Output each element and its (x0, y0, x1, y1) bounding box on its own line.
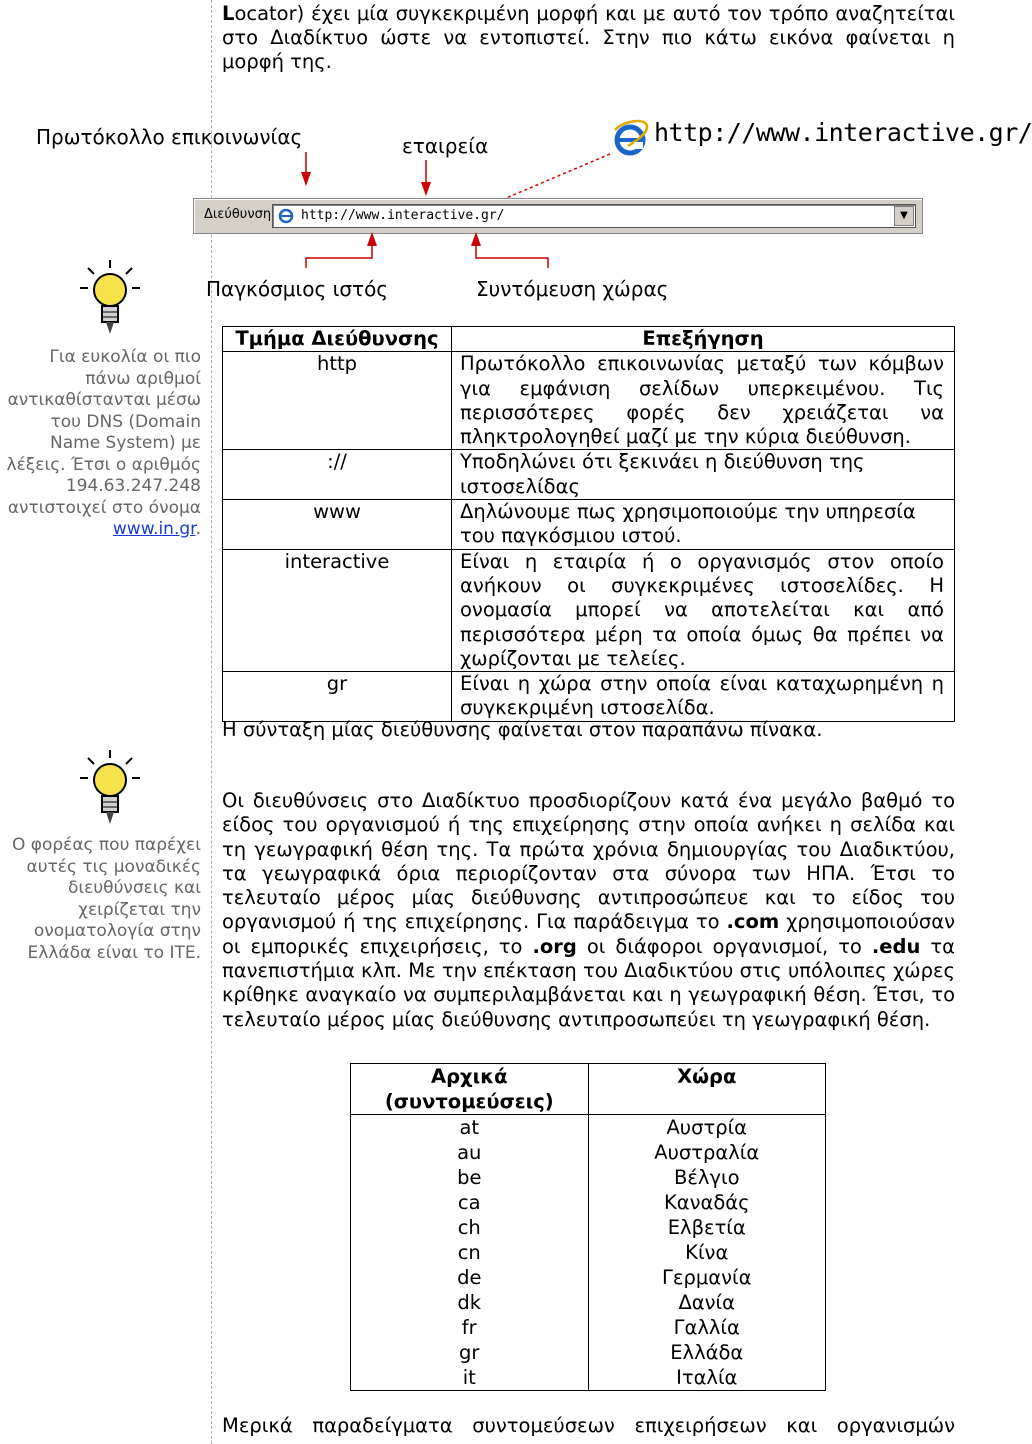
tld-edu: .edu (871, 934, 921, 958)
intro-text: ocator) έχει μία συγκεκριμένη μορφή και με αυτό τον τρόπο αναζητείται στο Διαδίκτυο ώστε να εντοπιστεί. Στην πιο κάτω εικόνα φαίνεται η (222, 2, 955, 49)
table-cell: ch (351, 1215, 589, 1240)
table-cell: au (351, 1140, 589, 1165)
table-cell: Γαλλία (588, 1315, 826, 1340)
table-row (223, 672, 955, 722)
table-cell: de (351, 1265, 589, 1290)
table-row (223, 450, 955, 500)
table-cell: gr (351, 1340, 589, 1365)
table-cell: fr (351, 1315, 589, 1340)
table-cell: gr (223, 672, 452, 722)
table-cell: Πρωτόκολλο επικοινωνίας μεταξύ των κόμβων για εμφάνιση σελίδων υπερκειμένου. Τις περισσότερες φορές δεν χρειάζεται να πληκτρολογηθεί μαζί με την κύρια διεύθυνση. (452, 352, 955, 450)
table-header: Αρχικά (συντομεύσεις) (351, 1064, 589, 1115)
table-cell: Γερμανία (588, 1265, 826, 1290)
table-row (223, 500, 955, 550)
table-cell: www (223, 500, 452, 550)
label-country-code: Συντόμευση χώρας (476, 277, 669, 301)
table-row (351, 1315, 826, 1340)
tld-org: .org (532, 934, 577, 958)
table-header-row (223, 327, 955, 352)
table-cell: Βέλγιο (588, 1165, 826, 1190)
table-row (223, 549, 955, 671)
lightbulb-icon (78, 258, 142, 340)
intro-bold-lead: L (222, 2, 235, 25)
table-header: Χώρα (588, 1064, 826, 1115)
table-cell: ca (351, 1190, 589, 1215)
table-row (351, 1190, 826, 1215)
table-cell: Είναι η εταιρία ή ο οργανισμός στον οποίο ανήκουν οι συγκεκριμένες ιστοσελίδες. Η ονομασία μπορεί να αποτελείται και από περισσότερα μέρη τα οποία όμως θα πρέπει να χωρίζονται με τελείες. (452, 549, 955, 671)
table-cell: interactive (223, 549, 452, 671)
main-paragraph: Οι διευθύνσεις στο Διαδίκτυο προσδιορίζουν κατά ένα μεγάλο βαθμό το είδος του οργανισμού ή της επιχείρησης στην οποία ανήκει η σελίδα και τη γεωγραφική θέση της. Τα πρώτα χρόνια δημιουργίας του Διαδικτύου, τα γεωγραφικά όρια περιορίζονταν στα σύνορα των ΗΠΑ. Έτσι το τελευταίο μέρος μίας διεύθυνσης αντιπροσώπευε και το είδος του οργανισμού ή της επιχείρησης. Για παράδειγμα το .com χρησιμοποιούσαν οι εμπορικές επιχειρήσεις, το .org οι διάφοροι οργανισμοί, το .edu τα πανεπιστήμια κλπ. Με την επέκταση του Διαδικτύου στις υπόλοιπες χώρες κρίθηκε αναγκαίο να συμπεριλαμβάνεται και η γεωγραφική θέση. Έτσι, το τελευταίο μέρος μίας διεύθυνσης αντιπροσωπεύει τη γεωγραφική θέση. (222, 789, 956, 1031)
sidebar-note-dns: Για ευκολία οι πιο πάνω αριθμοί αντικαθίστανται μέσω του DNS (Domain Name System) με λέξεις. Έτσι ο αριθμός 194.63.247.248 αντιστοιχεί στο όνομα www.in.gr. (6, 347, 201, 539)
table-cell: Αυστρία (588, 1115, 826, 1141)
label-company: εταιρεία (402, 134, 489, 158)
table-cell: at (351, 1115, 589, 1141)
table-cell: be (351, 1165, 589, 1190)
table-cell: Αυστραλία (588, 1140, 826, 1165)
table-row (351, 1165, 826, 1190)
address-value: http://www.interactive.gr/ (301, 208, 505, 223)
table-row (351, 1140, 826, 1165)
table-row (351, 1115, 826, 1141)
address-parts-table (222, 326, 955, 722)
table-row (223, 352, 955, 450)
table-cell: Ελβετία (588, 1215, 826, 1240)
table-header: Επεξήγηση (452, 327, 955, 352)
sidebar-note-ite: Ο φορέας που παρέχει αυτές τις μοναδικές διευθύνσεις και χειρίζεται την ονοματολογία στην Ελλάδα είναι το ΙΤΕ. (11, 835, 201, 963)
label-protocol: Πρωτόκολλο επικοινωνίας (36, 125, 303, 149)
table-cell: Ιταλία (588, 1365, 826, 1391)
table-cell: Δανία (588, 1290, 826, 1315)
sidebar-link-in-gr[interactable]: www.in.gr (112, 519, 196, 539)
lightbulb-icon (78, 748, 142, 830)
table-row (351, 1215, 826, 1240)
table-cell: Κίνα (588, 1240, 826, 1265)
table-row (351, 1265, 826, 1290)
table-cell: Ελλάδα (588, 1340, 826, 1365)
address-dropdown-button[interactable]: ▼ (894, 206, 914, 226)
table-cell: it (351, 1365, 589, 1391)
table-cell: dk (351, 1290, 589, 1315)
intro-last-line: μορφή της. (222, 50, 332, 73)
table-cell: :// (223, 450, 452, 500)
table-cell: Καναδάς (588, 1190, 826, 1215)
zoomed-url: http://www.interactive.gr/ (654, 118, 1032, 147)
table-row (351, 1340, 826, 1365)
table-cell: Υποδηλώνει ότι ξεκινάει η διεύθυνση της ιστοσελίδας (452, 450, 955, 500)
intro-paragraph (222, 2, 955, 74)
footer-line: Μερικά παραδείγματα συντομεύσεων επιχειρήσεων και οργανισμών (222, 1414, 955, 1437)
label-www: Παγκόσμιος ιστός (206, 277, 389, 301)
table-cell: Δηλώνουμε πως χρησιμοποιούμε την υπηρεσία του παγκόσμιου ιστού. (452, 500, 955, 550)
diagram-arrows (0, 150, 960, 280)
country-codes-table (350, 1063, 826, 1391)
address-label: Διεύθυνση (204, 207, 272, 222)
table-caption: Η σύνταξη μίας διεύθυνσης φαίνεται στον παραπάνω πίνακα. (222, 718, 823, 741)
table-row (351, 1240, 826, 1265)
table-cell: Είναι η χώρα στην οποία είναι καταχωρημένη η συγκεκριμένη ιστοσελίδα. (452, 672, 955, 722)
table-cell: http (223, 352, 452, 450)
table-header-row (351, 1064, 826, 1115)
table-row (351, 1365, 826, 1391)
tld-com: .com (726, 910, 780, 934)
table-header: Τμήμα Διεύθυνσης (223, 327, 452, 352)
table-row (351, 1290, 826, 1315)
table-cell: cn (351, 1240, 589, 1265)
